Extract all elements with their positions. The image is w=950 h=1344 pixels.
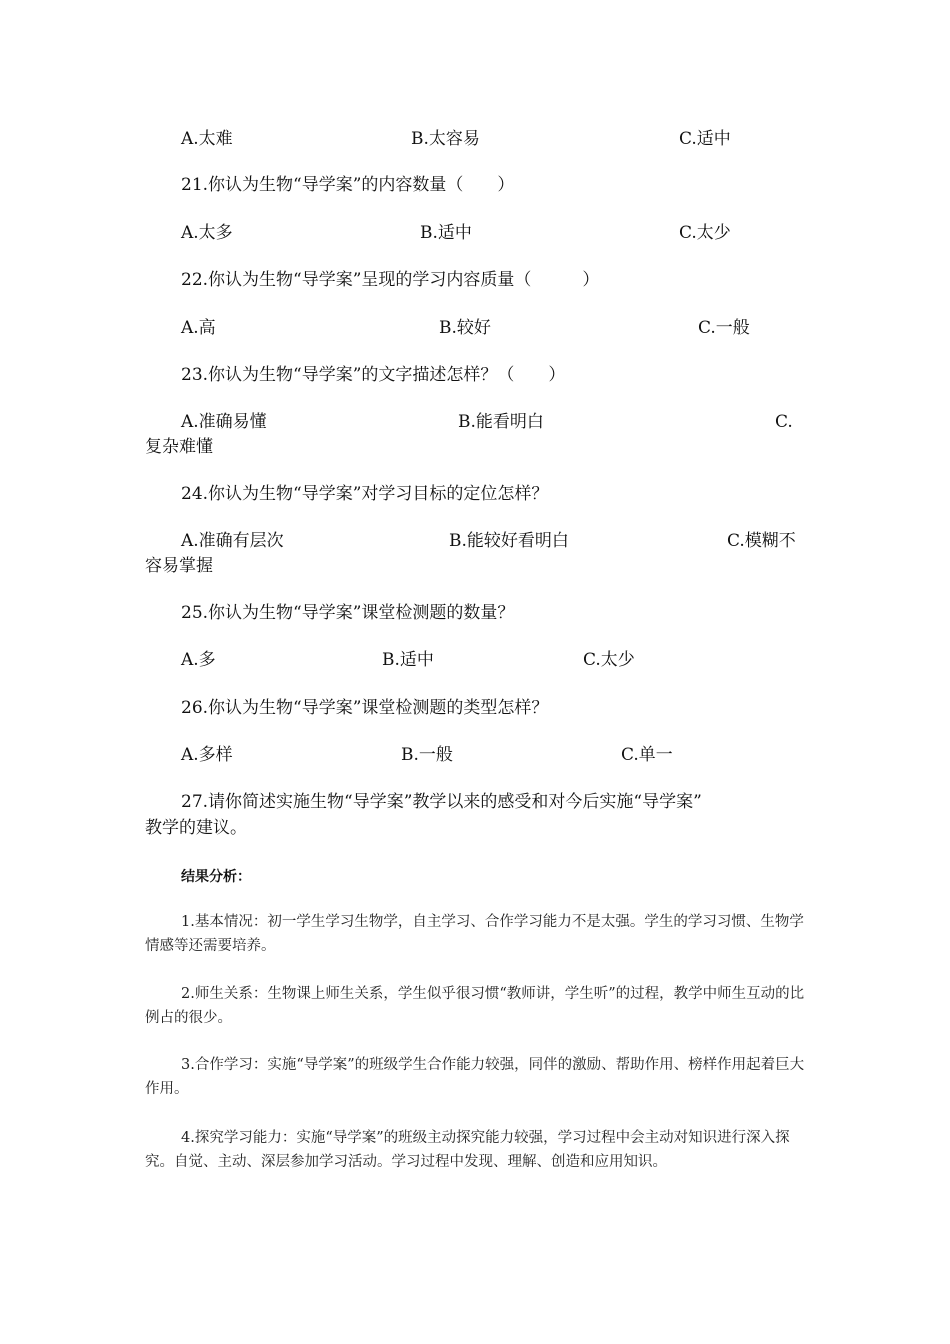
analysis-paragraph-3: 3.合作学习：实施“导学案”的班级学生合作能力较强，同伴的激励、帮助作用、榜样作用起着巨大作用。 (145, 1057, 805, 1097)
q20-option-b: B.太容易 (411, 129, 480, 149)
q27-question-line2: 教学的建议。 (145, 818, 247, 838)
q25-option-b: B.适中 (382, 650, 434, 670)
q24-question: 24.你认为生物“导学案”对学习目标的定位怎样？ (181, 484, 549, 504)
q25-option-a: A.多 (181, 650, 216, 670)
analysis-paragraph-4: 4.探究学习能力：实施“导学案”的班级主动探究能力较强，学习过程中会主动对知识进行深入探究。自觉、主动、深层参加学习活动。学习过程中发现、理解、创造和应用知识。 (145, 1130, 790, 1170)
q24-option-a: A.准确有层次 (181, 531, 284, 551)
q23-option-c: C. (775, 412, 793, 432)
q22-question: 22.你认为生物“导学案”呈现的学习内容质量（ ） (181, 270, 600, 290)
q26-option-a: A.多样 (181, 745, 233, 765)
analysis-heading: 结果分析： (181, 869, 251, 885)
q23-option-b: B.能看明白 (458, 412, 544, 432)
analysis-paragraph-2: 2.师生关系：生物课上师生关系，学生似乎很习惯“教师讲，学生听”的过程，教学中师生互动的比例占的很少。 (145, 986, 805, 1026)
q24-option-c: C.模糊不 (727, 531, 796, 551)
q24-option-c-continuation: 容易掌握 (145, 556, 213, 576)
q25-question: 25.你认为生物“导学案”课堂检测题的数量？ (181, 603, 515, 623)
q21-option-b: B.适中 (420, 223, 472, 243)
q25-option-c: C.太少 (583, 650, 635, 670)
q23-option-c-continuation: 复杂难懂 (145, 437, 213, 457)
q21-option-c: C.太少 (679, 223, 731, 243)
analysis-paragraph-1: 1.基本情况：初一学生学习生物学，自主学习、合作学习能力不是太强。学生的学习习惯、生物学情感等还需要培养。 (145, 914, 804, 954)
q21-question: 21.你认为生物“导学案”的内容数量（ ） (181, 175, 515, 195)
q23-question: 23.你认为生物“导学案”的文字描述怎样？（ ） (181, 365, 566, 385)
q27-question-line1: 27.请你简述实施生物“导学案”教学以来的感受和对今后实施“导学案” (181, 792, 702, 812)
q22-option-c: C.一般 (698, 318, 750, 338)
q26-question: 26.你认为生物“导学案”课堂检测题的类型怎样？ (181, 698, 549, 718)
q20-option-a: A.太难 (181, 129, 233, 149)
q24-option-b: B.能较好看明白 (449, 531, 569, 551)
q23-option-a: A.准确易懂 (181, 412, 267, 432)
q22-option-b: B.较好 (439, 318, 491, 338)
q26-option-b: B.一般 (401, 745, 453, 765)
q26-option-c: C.单一 (621, 745, 673, 765)
q20-option-c: C.适中 (679, 129, 731, 149)
q21-option-a: A.太多 (181, 223, 233, 243)
q22-option-a: A.高 (181, 318, 216, 338)
